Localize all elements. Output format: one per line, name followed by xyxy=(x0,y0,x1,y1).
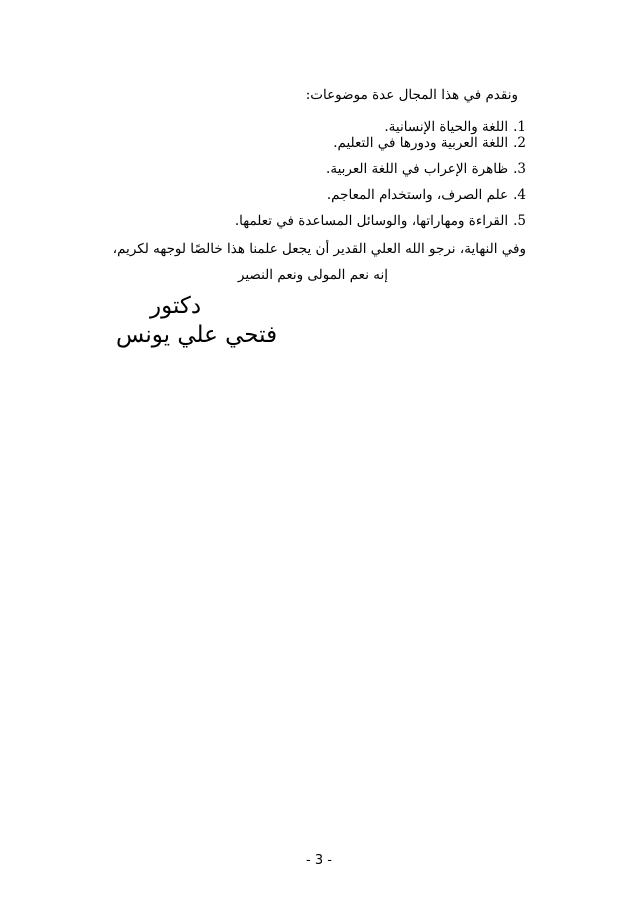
closing-phrase: إنه نعم المولى ونعم النصير xyxy=(237,267,388,283)
topic-text: علم الصرف، واستخدام المعاجم. xyxy=(326,187,509,203)
topic-number: 3. xyxy=(513,161,526,177)
topic-item-3 xyxy=(326,160,526,178)
topic-number: 1. xyxy=(513,119,526,135)
topic-item-5 xyxy=(235,212,526,230)
topic-text: القراءة ومهاراتها، والوسائل المساعدة في تعلمها. xyxy=(234,213,509,229)
topic-number: 5. xyxy=(513,213,526,229)
topic-item-4 xyxy=(327,186,526,204)
topic-text: اللغة العربية ودورها في التعليم. xyxy=(333,135,509,151)
topic-text: ظاهرة الإعراب في اللغة العربية. xyxy=(326,161,509,177)
topic-item-2 xyxy=(333,134,526,152)
page-number: - 3 - xyxy=(306,853,332,868)
signature-name: فتحي علي يونس xyxy=(116,322,278,348)
closing-paragraph: وفي النهاية، نرجو الله العلي القدير أن يجعل علمنا هذا خالصًا لوجهه لكريم، xyxy=(112,241,526,257)
topic-number: 2. xyxy=(513,135,526,151)
signature-title: دكتور xyxy=(150,293,202,319)
topic-number: 4. xyxy=(513,187,526,203)
intro-paragraph: ونقدم في هذا المجال عدة موضوعات: xyxy=(305,87,518,103)
topic-text: اللغة والحياة الإنسانية. xyxy=(384,119,509,135)
